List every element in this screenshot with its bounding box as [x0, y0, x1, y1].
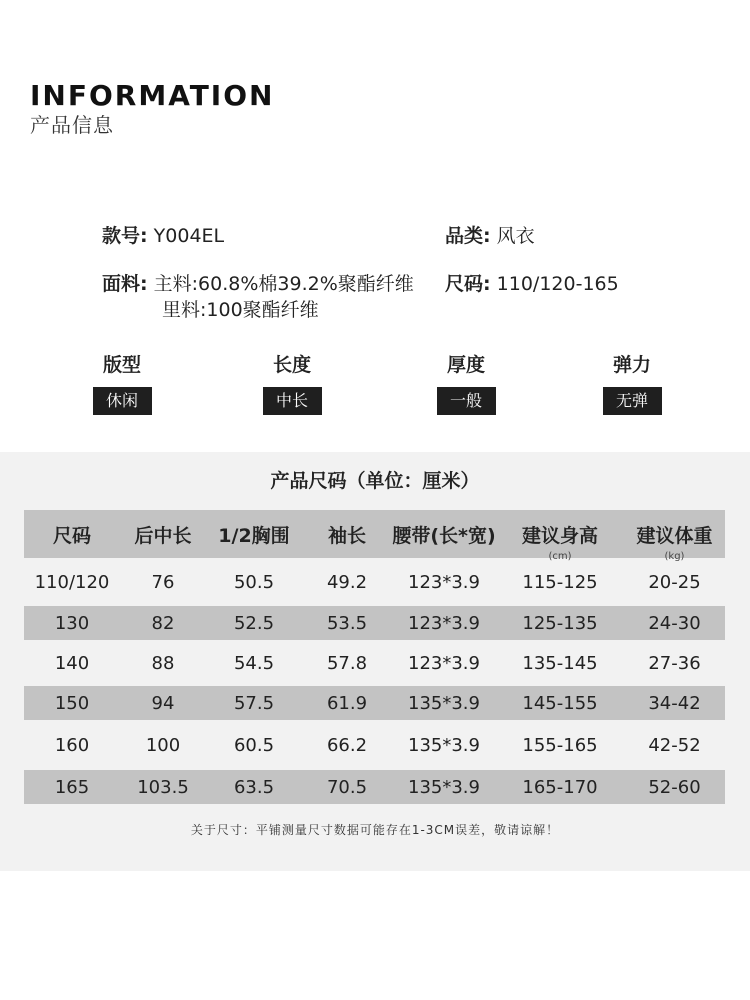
table-header-row [24, 510, 725, 562]
table-cell: 135*3.9 [408, 734, 480, 756]
table-cell: 160 [54, 734, 90, 756]
table-cell: 155-165 [522, 734, 598, 756]
table-cell: 135*3.9 [408, 776, 480, 798]
attribute-badge: 中长 [263, 387, 322, 415]
table-row [24, 640, 725, 686]
table-cell: 50.5 [233, 571, 275, 593]
table-cell: 103.5 [137, 776, 189, 798]
table-cell: 123*3.9 [408, 571, 480, 593]
style-number-label: 款号: [102, 225, 148, 247]
table-cell: 61.9 [326, 692, 368, 714]
table-cell: 94 [151, 692, 175, 714]
table-cell: 24-30 [648, 612, 701, 634]
table-cell: 125-135 [522, 612, 598, 634]
table-cell: 20-25 [648, 571, 701, 593]
table-row [24, 686, 725, 720]
table-cell: 66.2 [326, 734, 368, 756]
table-cell: 145-155 [522, 692, 598, 714]
table-cell: 100 [145, 734, 181, 756]
section-header [30, 80, 274, 138]
table-row [24, 606, 725, 640]
attribute-thickness [406, 352, 526, 415]
size-table [24, 510, 725, 804]
size-range-row [445, 272, 619, 296]
size-range-label: 尺码: [445, 273, 491, 295]
table-cell: 135*3.9 [408, 692, 480, 714]
table-cell: 165 [54, 776, 90, 798]
category-label: 品类: [445, 225, 491, 247]
table-cell: 130 [54, 612, 90, 634]
size-chart-section [0, 452, 750, 871]
column-header-unit: (kg) [664, 550, 685, 562]
attribute-badge: 一般 [437, 387, 496, 415]
attribute-label: 长度 [272, 354, 311, 376]
title-chinese: 产品信息 [30, 113, 114, 137]
table-row [24, 558, 725, 606]
measurement-note: 关于尺寸：平铺测量尺寸数据可能存在1-3CM误差，敬请谅解！ [190, 823, 560, 837]
table-cell: 123*3.9 [408, 612, 480, 634]
column-header-unit: (cm) [548, 550, 572, 562]
table-body [24, 558, 725, 804]
fabric-lining: 里料:100聚酯纤维 [162, 299, 319, 321]
table-cell: 63.5 [233, 776, 275, 798]
table-cell: 150 [54, 692, 90, 714]
fabric-main: 主料:60.8%棉39.2%聚酯纤维 [153, 273, 414, 295]
style-number-value: Y004EL [153, 225, 225, 247]
table-cell: 53.5 [326, 612, 368, 634]
attribute-label: 弹力 [612, 354, 651, 376]
table-cell: 165-170 [522, 776, 598, 798]
table-cell: 88 [151, 652, 175, 674]
column-header: 腰带(长*宽) [392, 524, 496, 547]
column-header-label: 建议身高 [521, 524, 598, 547]
fabric-label: 面料: [102, 273, 148, 295]
size-range-value: 110/120-165 [496, 273, 619, 295]
attribute-length [232, 352, 352, 415]
table-cell: 42-52 [648, 734, 701, 756]
table-cell: 140 [54, 652, 90, 674]
attribute-badge: 休闲 [93, 387, 152, 415]
attribute-elasticity [572, 352, 692, 415]
table-cell: 115-125 [522, 571, 598, 593]
column-header: 1/2胸围 [218, 524, 290, 547]
table-row [24, 720, 725, 770]
table-cell: 52.5 [233, 612, 275, 634]
table-row [24, 770, 725, 804]
column-header-height [496, 521, 624, 562]
table-cell: 82 [151, 612, 175, 634]
table-cell: 135-145 [522, 652, 598, 674]
table-cell: 34-42 [648, 692, 701, 714]
fabric-lining-row [162, 298, 319, 322]
size-chart-title: 产品尺码（单位：厘米） [270, 470, 480, 492]
table-cell: 57.5 [233, 692, 275, 714]
column-header: 后中长 [134, 524, 192, 547]
table-cell: 76 [151, 571, 175, 593]
title-english: INFORMATION [30, 79, 275, 112]
column-header-weight [624, 521, 725, 562]
category-value: 风衣 [496, 225, 535, 247]
column-header: 尺码 [52, 524, 91, 547]
style-number-row [102, 224, 224, 248]
table-cell: 49.2 [326, 571, 368, 593]
column-header: 袖长 [327, 524, 366, 547]
table-cell: 70.5 [326, 776, 368, 798]
attribute-badge: 无弹 [603, 387, 662, 415]
column-header-label: 建议体重 [636, 524, 713, 547]
table-cell: 52-60 [648, 776, 701, 798]
category-row [445, 224, 535, 248]
table-cell: 123*3.9 [408, 652, 480, 674]
attribute-fit [62, 352, 182, 415]
table-cell: 60.5 [233, 734, 275, 756]
table-cell: 57.8 [326, 652, 368, 674]
table-cell: 110/120 [34, 571, 110, 593]
fabric-row [102, 272, 414, 296]
table-cell: 27-36 [648, 652, 701, 674]
attribute-label: 版型 [102, 354, 141, 376]
table-cell: 54.5 [233, 652, 275, 674]
attribute-label: 厚度 [446, 354, 485, 376]
